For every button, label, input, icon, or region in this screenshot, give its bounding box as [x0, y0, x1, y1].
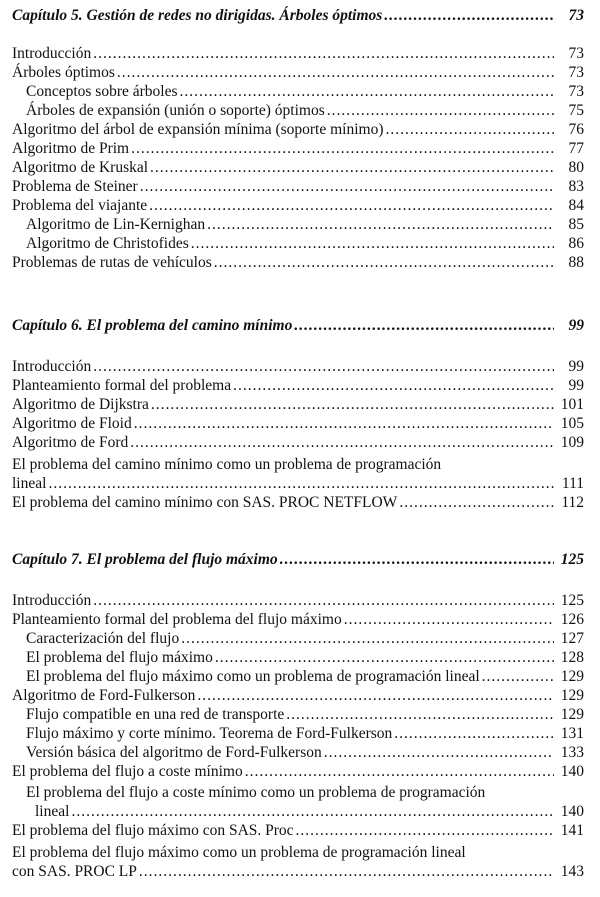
- page-number: 105: [560, 415, 584, 432]
- dot-leader: [280, 550, 554, 570]
- page-number: 73: [568, 45, 584, 62]
- entry-title: Flujo máximo y corte mínimo. Teorema de Ford-Fulkerson: [26, 725, 393, 742]
- page-number: 143: [560, 863, 584, 880]
- toc-entry: [12, 120, 584, 139]
- entry-title: Introducción: [12, 592, 92, 609]
- dot-leader: [399, 493, 554, 512]
- toc-subentry: [26, 667, 584, 686]
- toc-subentry: [26, 743, 584, 762]
- toc-entry: [12, 414, 584, 433]
- dot-leader: [245, 762, 554, 781]
- entry-title: Algoritmo de Kruskal: [12, 159, 149, 176]
- dot-leader: [151, 395, 554, 414]
- page-number: 126: [560, 611, 584, 628]
- toc-entry: [12, 63, 584, 82]
- toc-subentry: [26, 101, 584, 120]
- dot-leader: [140, 177, 554, 196]
- page-number: 131: [560, 725, 584, 742]
- toc-entry: [12, 44, 584, 63]
- entry-title: Planteamiento formal del problema del flujo máximo: [12, 611, 342, 628]
- page-number: 99: [568, 317, 584, 334]
- page-number: 129: [560, 668, 584, 685]
- entry-title: Versión básica del algoritmo de Ford-Fulkerson: [26, 744, 322, 761]
- toc-entry: [12, 376, 584, 395]
- entry-title: Introducción: [12, 45, 92, 62]
- page-number: 86: [568, 235, 584, 252]
- page-number: 85: [568, 216, 584, 233]
- toc-subentry: [26, 705, 584, 724]
- toc-entry: [12, 591, 584, 610]
- dot-leader: [150, 158, 554, 177]
- page-number: 127: [560, 630, 584, 647]
- dot-leader: [327, 101, 554, 120]
- chapter-6-heading: [12, 316, 584, 336]
- toc-subentry: [26, 648, 584, 667]
- page-number: 77: [568, 140, 584, 157]
- dot-leader: [294, 316, 554, 336]
- dot-leader: [197, 686, 554, 705]
- page-number: 125: [560, 551, 584, 568]
- entry-title: El problema del flujo máximo con SAS. Proc: [12, 822, 294, 839]
- page-number: 125: [560, 592, 584, 609]
- dot-leader: [324, 743, 554, 762]
- page-number: 99: [568, 377, 584, 394]
- entry-title: Algoritmo de Lin-Kernighan: [26, 216, 206, 233]
- dot-leader: [191, 234, 554, 253]
- toc-entry: [12, 139, 584, 158]
- page-number: 141: [560, 822, 584, 839]
- chapter-title: Capítulo 7. El problema del flujo máximo: [12, 551, 278, 568]
- page-number: 140: [560, 763, 584, 780]
- dot-leader: [482, 667, 554, 686]
- entry-title: Algoritmo de Ford: [12, 434, 129, 451]
- entry-title: El problema del flujo máximo como un problema de programación lineal: [26, 668, 480, 685]
- page-number: 128: [560, 649, 584, 666]
- dot-leader: [93, 44, 554, 63]
- page-number: 112: [561, 494, 584, 511]
- page-number: 129: [560, 687, 584, 704]
- chapter-7-heading: [12, 550, 584, 570]
- dot-leader: [286, 705, 554, 724]
- page-number: 109: [560, 434, 584, 451]
- toc-subentry-line1: El problema del flujo a coste mínimo como un problema de programación: [26, 784, 486, 801]
- page-number: 133: [560, 744, 584, 761]
- page-number: 80: [568, 159, 584, 176]
- entry-title: El problema del flujo máximo: [26, 649, 213, 666]
- entry-title: Flujo compatible en una red de transporte: [26, 706, 285, 723]
- toc-entry: [12, 253, 584, 272]
- toc-subentry: [26, 629, 584, 648]
- entry-title: Algoritmo de Dijkstra: [12, 396, 149, 413]
- toc-subentry: [26, 234, 584, 253]
- dot-leader: [131, 139, 554, 158]
- entry-title: lineal: [12, 475, 47, 492]
- entry-title: lineal: [35, 803, 70, 820]
- dot-leader: [181, 629, 554, 648]
- toc-entry: [12, 474, 584, 493]
- page-number: 129: [560, 706, 584, 723]
- toc-entry: [12, 762, 584, 781]
- dot-leader: [207, 215, 554, 234]
- chapter-5-heading: [12, 6, 584, 26]
- dot-leader: [134, 414, 554, 433]
- toc-entry: [12, 196, 584, 215]
- page-number: 99: [568, 358, 584, 375]
- dot-leader: [386, 120, 554, 139]
- dot-leader: [394, 724, 554, 743]
- dot-leader: [93, 357, 554, 376]
- entry-title: Algoritmo de Prim: [12, 140, 130, 157]
- page-number: 101: [560, 396, 584, 413]
- toc-entry: [12, 433, 584, 452]
- entry-title: Conceptos sobre árboles: [26, 83, 178, 100]
- toc-entry: [12, 862, 584, 881]
- toc-subentry: [35, 802, 584, 821]
- page-number: 88: [568, 254, 584, 271]
- page-number: 140: [560, 803, 584, 820]
- entry-title: Planteamiento formal del problema: [12, 377, 232, 394]
- entry-title: Problema del viajante: [12, 197, 148, 214]
- dot-leader: [215, 648, 554, 667]
- dot-leader: [296, 821, 554, 840]
- entry-title: El problema del flujo a coste mínimo: [12, 763, 243, 780]
- toc-subentry: [26, 724, 584, 743]
- toc-entry: [12, 177, 584, 196]
- toc-entry: [12, 395, 584, 414]
- entry-title: Problema de Steiner: [12, 178, 138, 195]
- dot-leader: [139, 862, 554, 881]
- page-number: 76: [568, 121, 584, 138]
- entry-title: Problemas de rutas de vehículos: [12, 254, 212, 271]
- page-number: 84: [568, 197, 584, 214]
- dot-leader: [149, 196, 554, 215]
- dot-leader: [180, 82, 554, 101]
- toc-entry: [12, 686, 584, 705]
- chapter-title: Capítulo 5. Gestión de redes no dirigidas. Árboles óptimos: [12, 7, 383, 24]
- entry-title: con SAS. PROC LP: [12, 863, 137, 880]
- toc-entry: [12, 357, 584, 376]
- dot-leader: [71, 802, 554, 821]
- toc-subentry: [26, 82, 584, 101]
- page-number: 73: [568, 83, 584, 100]
- entry-title: Algoritmo del árbol de expansión mínima (soporte mínimo): [12, 121, 384, 138]
- toc-entry: [12, 821, 584, 840]
- entry-title: Caracterización del flujo: [26, 630, 180, 647]
- dot-leader: [214, 253, 554, 272]
- toc-entry-line1: El problema del camino mínimo como un problema de programación: [12, 456, 442, 473]
- dot-leader: [344, 610, 554, 629]
- toc-subentry: [26, 215, 584, 234]
- entry-title: Algoritmo de Floid: [12, 415, 132, 432]
- dot-leader: [117, 63, 554, 82]
- page-number: 75: [568, 102, 584, 119]
- toc-entry: [12, 610, 584, 629]
- toc-entry-line1: El problema del flujo máximo como un problema de programación lineal: [12, 844, 466, 861]
- page-number: 83: [568, 178, 584, 195]
- entry-title: Árboles óptimos: [12, 64, 115, 81]
- dot-leader: [130, 433, 554, 452]
- entry-title: Algoritmo de Ford-Fulkerson: [12, 687, 196, 704]
- dot-leader: [233, 376, 554, 395]
- toc-entry: [12, 493, 584, 512]
- page-number: 111: [561, 475, 584, 492]
- dot-leader: [384, 6, 554, 26]
- dot-leader: [93, 591, 554, 610]
- entry-title: Árboles de expansión (unión o soporte) óptimos: [26, 102, 325, 119]
- toc-entry: [12, 158, 584, 177]
- entry-title: Introducción: [12, 358, 92, 375]
- page-number: 73: [568, 7, 584, 24]
- entry-title: El problema del camino mínimo con SAS. PROC NETFLOW: [12, 494, 398, 511]
- page-number: 73: [568, 64, 584, 81]
- chapter-title: Capítulo 6. El problema del camino mínimo: [12, 317, 293, 334]
- dot-leader: [48, 474, 554, 493]
- entry-title: Algoritmo de Christofides: [26, 235, 189, 252]
